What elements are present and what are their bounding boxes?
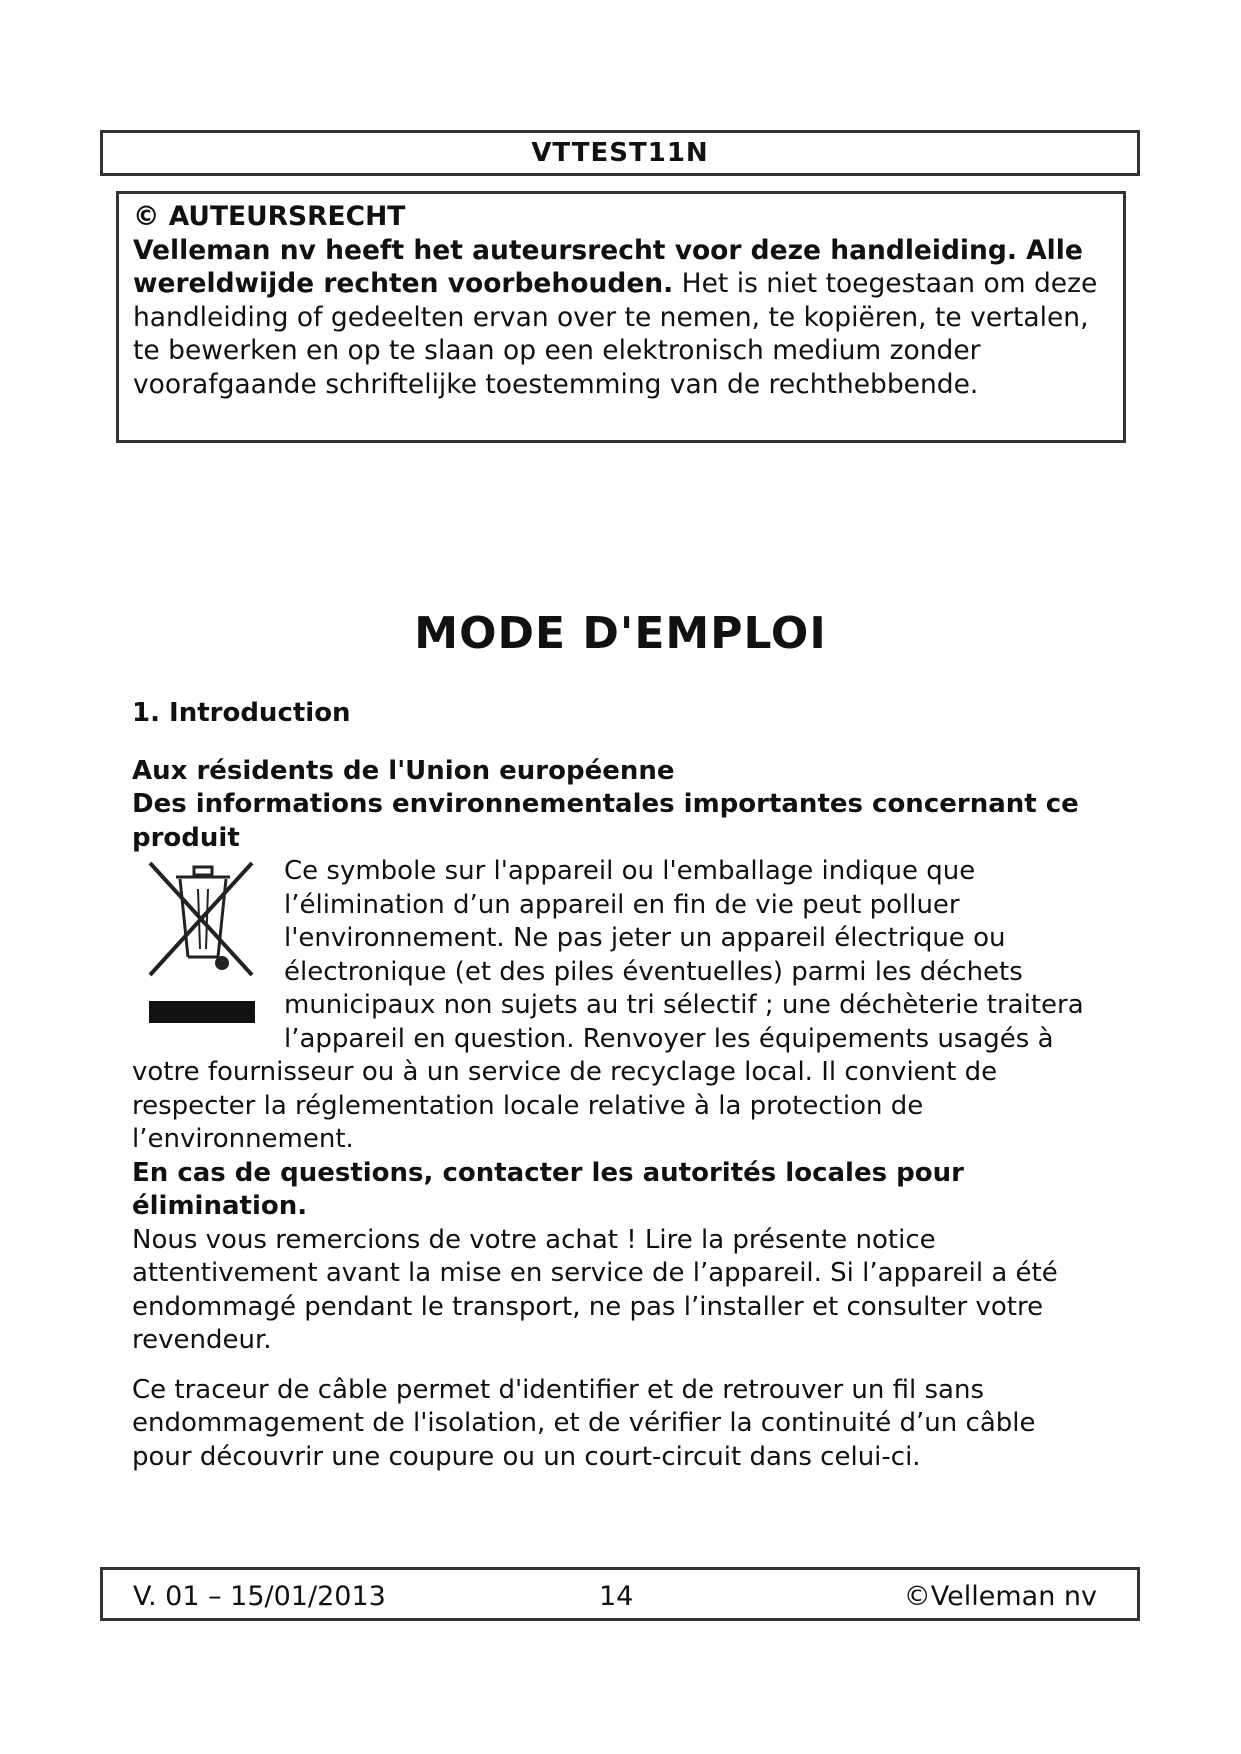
thank-you-paragraph: Nous vous remercions de votre achat ! Lire la présente notice attentivement avant la mise en service de l’appareil. Si l’appareil a été endommagé pendant le transport, ne pas l’installer et consulter votre revendeur. [132, 1224, 1058, 1355]
main-content [132, 697, 1092, 1474]
copyright-bold-text: Velleman nv heeft het auteursrecht voor deze handleiding. Alle wereldwijde rechten voorbehouden. [133, 234, 1083, 299]
copyright-heading: © AUTEURSRECHT [133, 201, 406, 232]
crossed-out-wheelie-bin-icon [132, 857, 272, 1037]
eu-residents-heading: Aux résidents de l'Union européenne [132, 755, 675, 786]
environment-info-heading: Des informations environnementales importantes concernant ce produit [132, 789, 1079, 853]
weee-paragraph: Ce symbole sur l'appareil ou l'emballage indique que l’élimination d’un appareil en fin de vie peut polluer l'environnement. Ne pas jeter un appareil électrique ou électronique (et des piles éventuelles) parmi les déchets municipaux non sujets au tri sélectif ; une déchèterie traitera l’appareil en question. Renvoyer les équipements usagés à votre fournisseur ou à un service de recyclage local. Il convient de respecter la réglementation locale relative à la protection de l’environnement. [132, 856, 1084, 1154]
section-heading: 1. Introduction [132, 698, 351, 728]
product-description-paragraph: Ce traceur de câble permet d'identifier et de retrouver un fil sans endommagement de l'isolation, et de vérifier la continuité d’un câble pour découvrir une coupure ou un court-circuit dans celui-ci. [132, 1374, 1036, 1472]
header-model-box [100, 130, 1140, 176]
copyright-body-text: Het is niet toegestaan om deze handleiding of gedeelten ervan over te nemen, te kopiëren, te vertalen, te bewerken en op te slaan op een elektronisch medium zonder voorafgaande schriftelijke toestemming van de rechthebbende. [133, 268, 1098, 400]
model-number: VTTEST11N [531, 138, 709, 168]
copyright-text [133, 234, 1109, 402]
wheelie-bin-graphic [144, 857, 260, 983]
page-title: MODE D'EMPLOI [414, 608, 827, 659]
footer-version: V. 01 – 15/01/2013 [133, 1581, 386, 1612]
contact-authorities-note: En cas de questions, contacter les autorités locales pour élimination. [132, 1157, 964, 1221]
footer-company: ©Velleman nv [903, 1581, 1097, 1612]
footer-box [100, 1567, 1140, 1621]
weee-bar [149, 1001, 255, 1023]
footer-page-number: 14 [599, 1581, 634, 1612]
copyright-box [116, 191, 1126, 443]
